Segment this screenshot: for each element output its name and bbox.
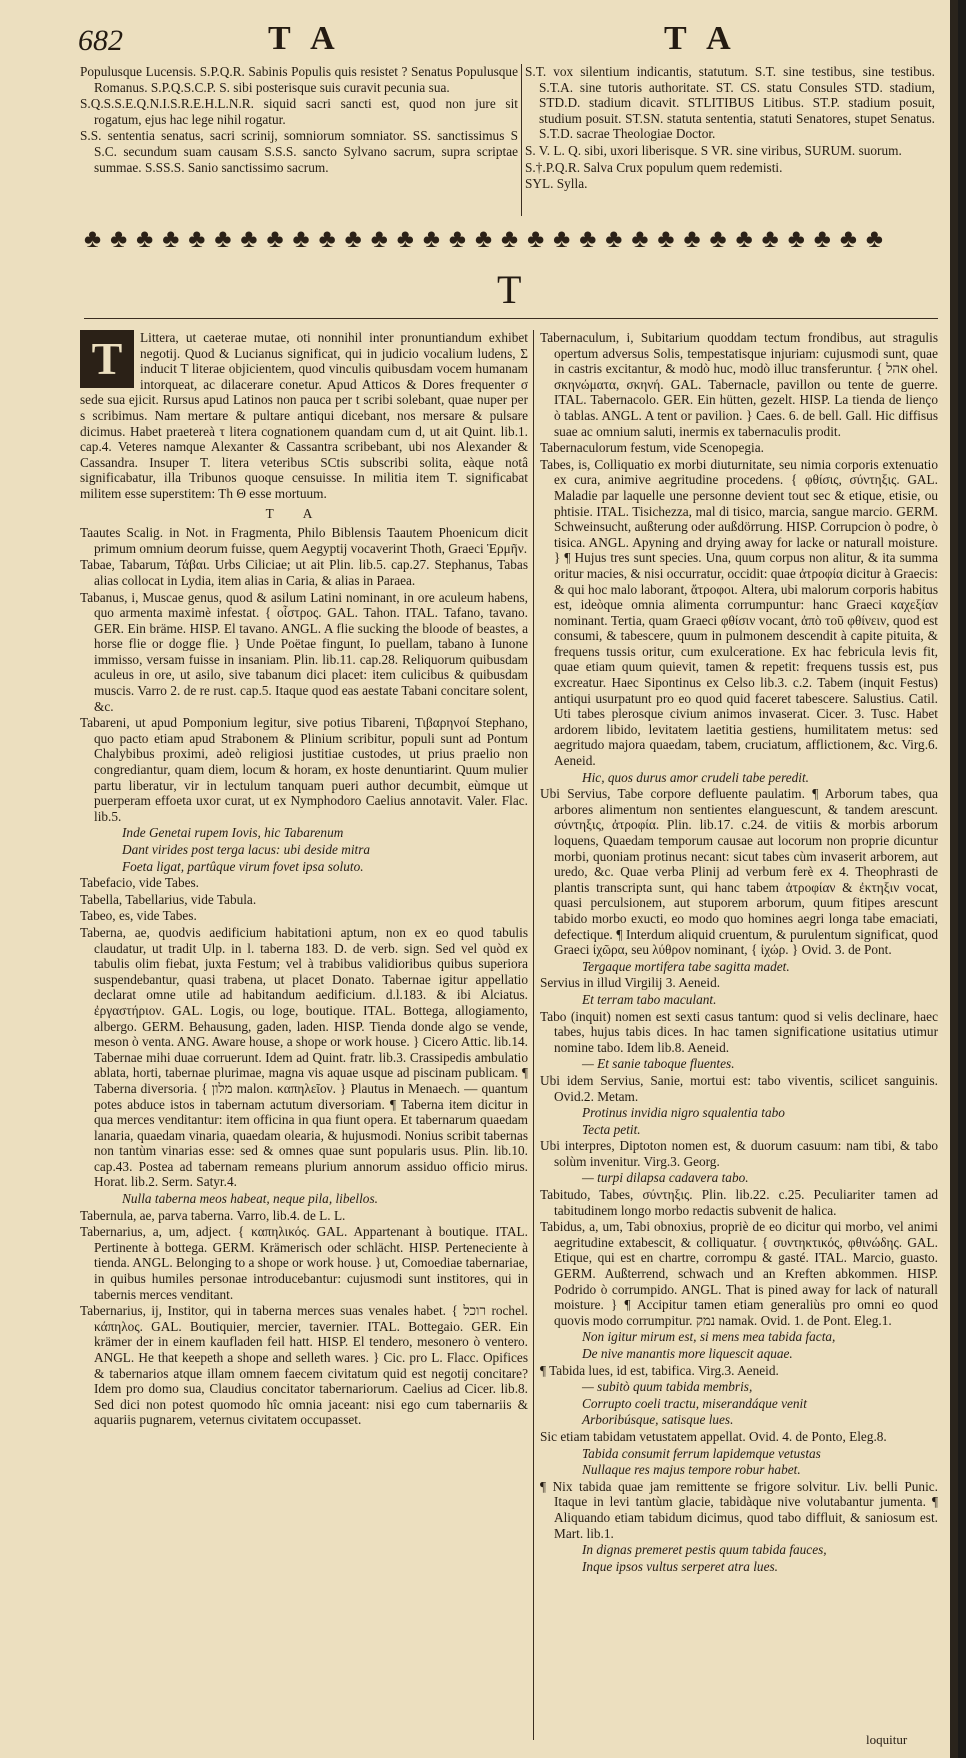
top-left-column [80,64,518,176]
page-number: 682 [78,24,123,57]
verse-quotation: In dignas premeret pestis quum tabida fauces, [582,1542,827,1558]
dictionary-entry: ¶ Nix tabida quae jam remittente se frigore solvitur. Liv. belli Punic. Itaque in levi tantùm glacie, tabidàque nive volutabantur jumenta. ¶ Aliquando etiam tabidum dicimus, quod tabo diffluit, & saniosum est. Mart. lib.1. [540,1478,938,1541]
verse-quotation: Hic, quos durus amor crudeli tabe peredit. [582,769,810,785]
dictionary-entry: Tabae, Tabarum, Τάβαι. Urbs Ciliciae; ut ait Plin. lib.5. cap.27. Stephanus, Tabas alias collocat in Lydia, item alias in Caria, & alias in Paraea. [80,557,528,588]
top-right-column [525,64,935,193]
dictionary-entry: Sic etiam tabidam vetustatem appellat. Ovid. 4. de Ponto, Eleg.8. [540,1428,887,1444]
verse-quotation: Dant virides post terga lacus: ubi deside mitra [122,842,371,857]
verse-quotation: Nulla taberna meos habeat, neque pila, libellos. [122,1191,378,1207]
dictionary-entry: Ubi interpres, Diptoton nomen est, & duorum casuum: nam tibi, & tabo solùm invenitur. Virg.3. Georg. [540,1138,938,1169]
main-right-column [540,330,938,1575]
dictionary-entry: Tabernarius, a, um, adject. { καπηλικός. GAL. Appartenant à boutique. ITAL. Pertinente à bottega. GERM. Krämerisch oder schlächt. HISP. Perteneciente à tienda. ANGL. Belonging to a shope or work house. } ut, Comoediae tabernariae, in quibus humiles personae introducebantur: cujusmodi sunt institores, qui in tabernis merces venditant. [80,1224,528,1302]
dictionary-entry: Tabernaculorum festum, vide Scenopegia. [540,440,764,456]
dictionary-entry: Servius in illud Virgilij 3. Aeneid. [540,975,721,991]
dictionary-entry: Tabareni, ut apud Pomponium legitur, sive potius Tibareni, Τιβαρηνοί Stephano, quo pacto etiam apud Strabonem & Plinium scribitur, populi sunt ad Pontum Chalybibus proximi, adeò religiosi justitiae custodes, ut prius praelio non congrediantur, quam diem, locum & horam, ex hoste denuntiarint. Quum mulier partu liberatur, vir in lectulum tanquam pueri author decumbit, eùmque ut puerperam effoeta uxor curat, ut ex Nymphodoro Caelius annotavit. Valer. Flac. lib.5. [80,715,528,824]
ornamental-band: ♣♣♣♣♣♣♣♣♣♣♣♣♣♣♣♣♣♣♣♣♣♣♣♣♣♣♣♣♣♣♣ [84,226,892,252]
dictionary-entry: Tabernarius, ij, Institor, qui in taberna merces suas venales habet. { רוכל rochel. κάπηλος. GAL. Boutiquier, mercier, tavernier. ITAL. Bottegaio. GER. Ein krämer der in einem kaufladen feil hatt. HISP. El tendero, mesonero ò ventero. ANGL. He that keepeth a shope and selleth wares. } Cic. pro L. Flacc. Opifices & tabernarios atque illam omnem faecem civitatum quid est negotij concitare? Idem pro domo sua, Claudius concitator tabernariorum. Caelius ad Cicer. lib.8. Sed dici non potest quomodo hîc omnia jaceant: nisi ego cum tabernariis & aquariis pugnarem, veternus civitatem occupasset. [80,1303,528,1428]
left-entries [80,525,528,1428]
verse-quotation: Foeta ligat, partûque virum fovet ipsa soluto. [122,858,364,874]
verse-quotation: Et terram tabo maculant. [582,991,717,1007]
catchword: loquitur [866,1732,908,1747]
verse-quotation: Tabida consumit ferrum lapidemque vetustas [582,1445,821,1461]
dictionary-entry: Tabitudo, Tabes, σύντηξις. Plin. lib.22. c.25. Peculiariter tamen ad tabitudinem longo morbo redactis subvenit de halica. [540,1187,938,1218]
verse-quotation: Non igitur mirum est, si mens mea tabida facta, [582,1329,836,1345]
verse-quotation: Nullaque res majus tempore robur habet. [582,1462,801,1478]
verse-quotation: Arboribúsque, satisque lues. [582,1412,734,1428]
verse-quotation: Inque ipsos vultus serperet atra lues. [582,1558,778,1574]
dictionary-entry: Tabefacio, vide Tabes. [80,875,199,891]
dictionary-entry: Taberna, ae, quodvis aedificium habitationi aptum, non ex eo quod tabulis claudatur, ut tradit Ulp. in l. taberna 183. D. de verb. sign. Sed vel quòd ex tabulis olim fiebat, juxta Festum; vel à trabibus validioribus quibus superiora suspendebantur, quasi trabena, ut placet Donato. Tabernae igitur appellatio declarat omne utile ad habitandum aedificium. d.l.183. & ibi Alciatus. ἐργαστήριον. GAL. Logis, ou loge, boutique. ITAL. Bottega, allogiamento, albergo. GERM. Behausung, gaden, laden. HISP. Tienda donde algo se vende, meson ò venta. ANG. Aware house, a shope or work house. } Cicero Attic. lib.14. Tabernae mihi duae corruerunt. Idem ad Quint. fratr. lib.3. Crassipedis ambulatio ablata, horti, tabernae plurimae, magna vis aquae usque ad piscinam publicam. ¶ Taberna diversoria. { מלון malon. καπηλεῖον. } Plautus in Menaech. — quantum potes abduce istos in tabernam actutum diversoriam. ¶ Taberna item dicitur in qua merces venditantur: item officina in qua fiunt opera. Et tabernarum quaedam lanaria, quaedam vinaria, quaedam olearia, & hujusmodi. Nonius scribit tabernas non tantùm vinarias esse: sed & omnes quae sunt popularis usus. Plin. lib.10. cap.43. Postea ad tabernam remeans plurium annorum assiduo officio mirus. Horat. lib.2. Serm. Satyr.4. [80,924,528,1190]
main-column-divider [533,330,534,1740]
dictionary-entry: Tabernaculum, i, Subitarium quoddam tectum frondibus, aut stragulis opertum adversus Solis, tempestatisque injuriam: cujusmodi sunt, quae in castris excitantur, & modò huc, modò illuc transferuntur. { אהל ohel. σκηνώματα, σκηνή. GAL. Tabernacle, pavillon ou tente de guerre. ITAL. Tabernacolo. GER. Ein hütten, gezelt. HISP. La tienda de lienço ò tablas. ANGL. A tent or pavilion. } Caes. 6. de bell. Gall. Hic diffisus suae ac omnium saluti, inermis ex tabernaculis prodit. [540,330,939,439]
dictionary-entry: Tabanus, i, Muscae genus, quod & asilum Latini nominant, in ore aculeum habens, quo armenta maximè infestat. { οἶστρος. GAL. Tahon. ITAL. Tafano, tavano. GER. Ein bräme. HISP. El tavano. ANGL. A flie sucking the bloode of beastes, a horse flie or dogge flie. } Unde Poëtae fingunt, Io puellam, tabano à Iunone immisso, versam fuisse in insaniam. Plin. lib.11. cap.28. Reliquorum quibusdam aculeus in ore, ut asilo, sive tabanum dici placet: item culicibus & quibusdam muscis. Varro 2. de re rust. cap.5. Itaque quod eas aestate Tabani concitare solent, &c. [80,589,528,714]
verse-quotation: Tergaque mortifera tabe sagitta madet. [582,958,790,974]
top-column-divider [521,64,522,216]
dictionary-entry: S.T. vox silentium indicantis, statutum. S.T. sine testibus, sine testibus. S.T.A. sine tutoris authoritate. ST. CS. statu Consules STD. stadium, STD.D. stadium dicavit. STLITIBUS Litibus. ST.P. stadium posuit, studium posuit. ST.SN. statuta sententia, statuti Senatores, stupet Senatus. S.T.D. sacrae Theologiae Doctor. [525,64,935,142]
dictionary-entry: Tabella, Tabellarius, vide Tabula. [80,891,257,907]
dictionary-entry: Tabeo, es, vide Tabes. [80,908,197,924]
verse-quotation: Protinus invidia nigro squalentia tabo [582,1105,785,1121]
dictionary-entry: Populusque Lucensis. S.P.Q.R. Sabinis Populis quis resistet ? Senatus Populusque Romanus. S.P.Q.S.C.P. S. sibi posterisque suis curavit pecunia sua. [80,64,518,95]
section-rule [84,318,938,319]
dictionary-entry: Ubi Servius, Tabe corpore defluente paulatim. ¶ Arborum tabes, qua arbores alimentum non sentientes elanguescunt, & tandem arescunt. σύντηξις, ἀτροφία. Plin. lib.17. c.24. de vitiis & morbis arborum loquens, Quaedam temporum causae aut locorum non proprie dicuntur morbi, quoniam protinus necant: sicut tabes cùm invaserit arborem, aut uredo, &c. Quae verba Plinij ad verbum ferè ex 4. Theophrasti de plantis transcripta sunt, qui hanc tabem ἀτροφίαν & ἐκτηξιν vocat, quasi perculsionem, aut stuporem arborum, quum fitipes arescunt tabido morbo exucti, eo modo quo homines aegri longa tabe emaciati, defectique. ¶ Interdum aliquid cruentum, & purulentum significat, quod Graeci ἰχῶρα, seu λύθρον nominant, { ἰχώρ. } Ovid. 3. de Pont. [540,786,938,958]
page-edge [950,0,958,1758]
verse-quotation: Corrupto coeli tractu, miserandáque venit [582,1395,807,1411]
subsection-head: TA [265,505,343,521]
intro-text: Littera, ut caeterae mutae, oti nonnihil inter pronuntiandum exhibet negotij. Quod & Lucianus significat, qui in judicio vocalium ludens, Σ inducit T literae objicientem, quod vinculis quibusdam vocem humanam intorqueat, ac dilacerare conetur. Apud Atticos & Dores frequenter σ sede sua ejicit. Rursus apud Latinos non pauca per t scribi solebant, quae nuper per s scribimus. Nam mertare & pultare antiqui dicebant, nos mersare & pulsare dicimus. Habet praetereà τ litera cognationem quandam cum d, ut ait Quint. lib.1. cap.4. Veteres namque Alexanter & Cassantra scribebant, ubi nos Alexander & Cassandra. Insuper T. litera veteribus SCtis subscribi solita, eàque notâ significabatur, illa Tribunos quoque censuisse. In militia item T. significabat militem esse superstitem: Th Θ esse mortuum. [80,330,528,501]
decorated-initial: T [80,330,134,388]
dictionary-entry: Taautes Scalig. in Not. in Fragmenta, Philo Biblensis Taautem Phoenicum dicit primum omnium deorum fuisse, quem Aegyptij vocaverint Thoth, Graeci Ἑρμῆν. [80,525,528,556]
dictionary-entry: Ubi idem Servius, Sanie, mortui est: tabo viventis, scilicet sanguinis. Ovid.2. Metam. [540,1072,938,1104]
dictionary-entry: S. V. L. Q. sibi, uxori liberisque. S VR. sine viribus, SURUM. suorum. [525,142,902,158]
dictionary-entry: Tabidus, a, um, Tabi obnoxius, propriè de eo dicitur qui morbo, vel animi aegritudine extabescit, & colliquatur. { συντηκτικός, φθινώδης. GAL. Etique, qui est en chartre, corrompu & gasté. ITAL. Marcio, guasto. GERM. Außterrend, schwach und an Kreften abkommen. HISP. Podrido ò corrumpido. ANGL. That is pined away for lack of naturall moisture. } ¶ Accipitur tamen etiam generaliùs pro omni eo quod quovis modo corrumpitur. נמק namak. Ovid. 1. de Pont. Eleg.1. [540,1219,938,1328]
dictionary-entry: Tabes, is, Colliquatio ex morbi diuturnitate, seu nimia corporis extenuatio ex cura, animive aegritudine procedens. { φθίσις, σύντηξις. GAL. Maladie par laquelle une personne devient tout sec & etique, etisie, ou phtisie. ITAL. Tisichezza, mal di tisico, marcia, sangue marcio. GERM. Schweinsucht, außterung oder außdörrung. HISP. Corrupcion ò podre, ò tisica. ANGL. Apyning and drying away for lacke or naturall moisture. } ¶ Hujus tres sunt species. Una, quum corpus non alitur, & ita summa oritur macies, & nisi occurratur, occidit: quae ἀτροφία dicitur à Graecis: & qui hoc malo laborant, ἄτροφοι. Altera, ubi malorum corporis habitus est, ideòque omnia alimenta corrumpuntur: hanc Graeci καχεξίαν nominant. Tertia, quam Graeci φθίσιν vocant, ἀπὸ τοῦ φθίνειν, quod est consumi, & tabescere, quum in pulmonem descendit à capite pituita, & frequens tussis oritur, cum exulceratione. Ex hac febricula levis fit, quae etiam quum quievit, tamen & repetit: frequens tussis est, pus excreatur. Haec Sipontinus ex Celso lib.3. c.2. Tabem (inquit Festus) antiqui usurpatunt pro eo quod quid faceret tabescere. Salustius. Catil. Uti tabes plerosque civium animos invaserat. Cicer. 3. Tusc. Habet ardorem libido, levitatem laetitia gestiens, humilitatem metus: sed aegritudo majora quaedam, tabem, cruciatum, afflictionem, &c. Virg.6. Aeneid. [540,456,938,769]
verse-quotation: — turpi dilapsa cadavera tabo. [582,1170,749,1186]
dictionary-entry: ¶ Tabida lues, id est, tabifica. Virg.3. Aeneid. [540,1362,779,1378]
dictionary-entry: Tabo (inquit) nomen est sexti casus tantum: quod si velis declinare, haec tabes, hujus tabis dices. In hac tamen significatione usitatius utimur nomine tabo. Idem lib.8. Aeneid. [540,1008,938,1055]
section-letter: T [497,267,522,312]
verse-quotation: Inde Genetai rupem Iovis, hic Tabarenum [122,825,344,841]
dictionary-entry: S.†.P.Q.R. Salva Crux populum quem redemisti. [525,159,783,175]
intro-paragraph [80,330,528,502]
verse-quotation: Tecta petit. [582,1121,641,1137]
running-head-left: TA [268,20,357,57]
dictionary-entry: S.S. sententia senatus, sacri scrinij, somniorum somniator. SS. sanctissimus S S.C. secundum suam causam S.S.S. sancto Sylvano sacrum, supra scriptae summae. S.SS.S. Sanio sanctissimo sacrum. [80,128,518,175]
verse-quotation: De nive manantis more liquescit aquae. [582,1346,793,1361]
running-head-right: TA [664,20,753,57]
dictionary-entry: Tabernula, ae, parva taberna. Varro, lib.4. de L. L. [80,1207,346,1223]
verse-quotation: — subitò quum tabida membris, [582,1379,753,1395]
dictionary-entry: SYL. Sylla. [525,176,588,192]
dictionary-entry: S.Q.S.S.E.Q.N.I.S.R.E.H.L.N.R. siquid sacri sancti est, quod non jure sit rogatum, ejus hac lege nihil rogatur. [80,96,518,127]
main-left-column [80,330,528,1429]
verse-quotation: — Et sanie taboque fluentes. [582,1056,735,1072]
